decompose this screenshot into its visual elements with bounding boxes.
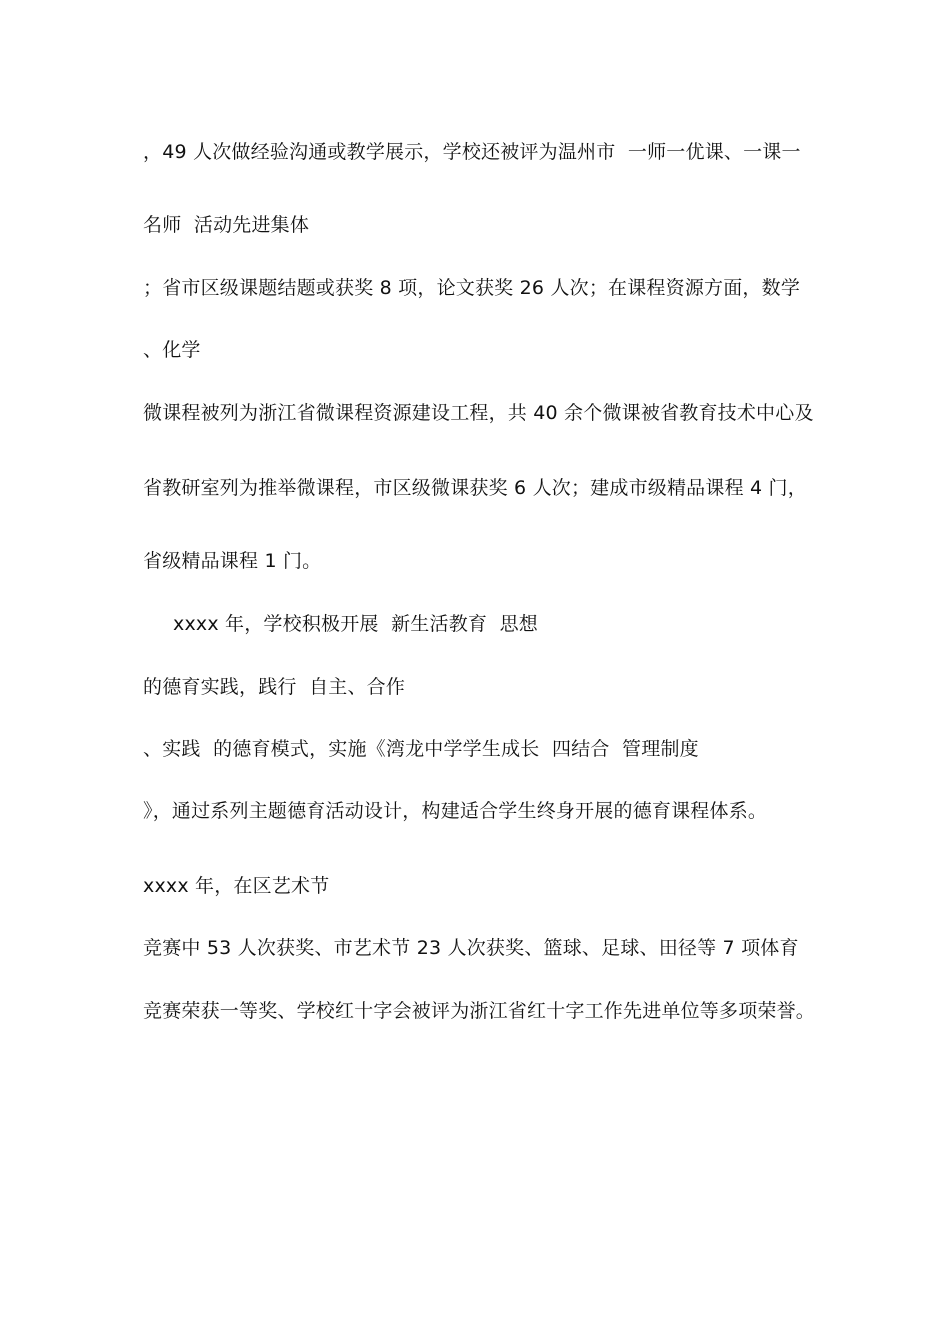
text-line: ，49 人次做经验沟通或教学展示，学校还被评为温州市 一师一优课、一课一 <box>143 141 801 163</box>
text-line: 竞赛中 53 人次获奖、市艺术节 23 人次获奖、篮球、足球、田径等 7 项体育 <box>143 937 799 959</box>
text-line: 、实践 的德育模式，实施《湾龙中学学生成长 四结合 管理制度 <box>143 738 699 760</box>
text-line: 的德育实践，践行 自主、合作 <box>143 676 406 698</box>
text-line: 》，通过系列主题德育活动设计，构建适合学生终身开展的德育课程体系。 <box>143 800 768 822</box>
text-line: 微课程被列为浙江省微课程资源建设工程，共 40 余个微课被省教育技术中心及 <box>143 402 814 424</box>
text-line: 省教研室列为推举微课程，市区级微课获奖 6 人次；建成市级精品课程 4 门， <box>143 477 807 499</box>
text-line: xxxx 年，在区艺术节 <box>143 875 330 897</box>
text-line: xxxx 年，学校积极开展 新生活教育 思想 <box>173 613 538 635</box>
text-line: 、化学 <box>143 339 201 361</box>
text-line: ；省市区级课题结题或获奖 8 项，论文获奖 26 人次；在课程资源方面，数学 <box>143 277 801 299</box>
text-line: 省级精品课程 1 门。 <box>143 550 322 572</box>
text-line: 名师 活动先进集体 <box>143 214 310 236</box>
text-line: 竞赛荣获一等奖、学校红十字会被评为浙江省红十字工作先进单位等多项荣誉。 <box>143 1000 816 1022</box>
